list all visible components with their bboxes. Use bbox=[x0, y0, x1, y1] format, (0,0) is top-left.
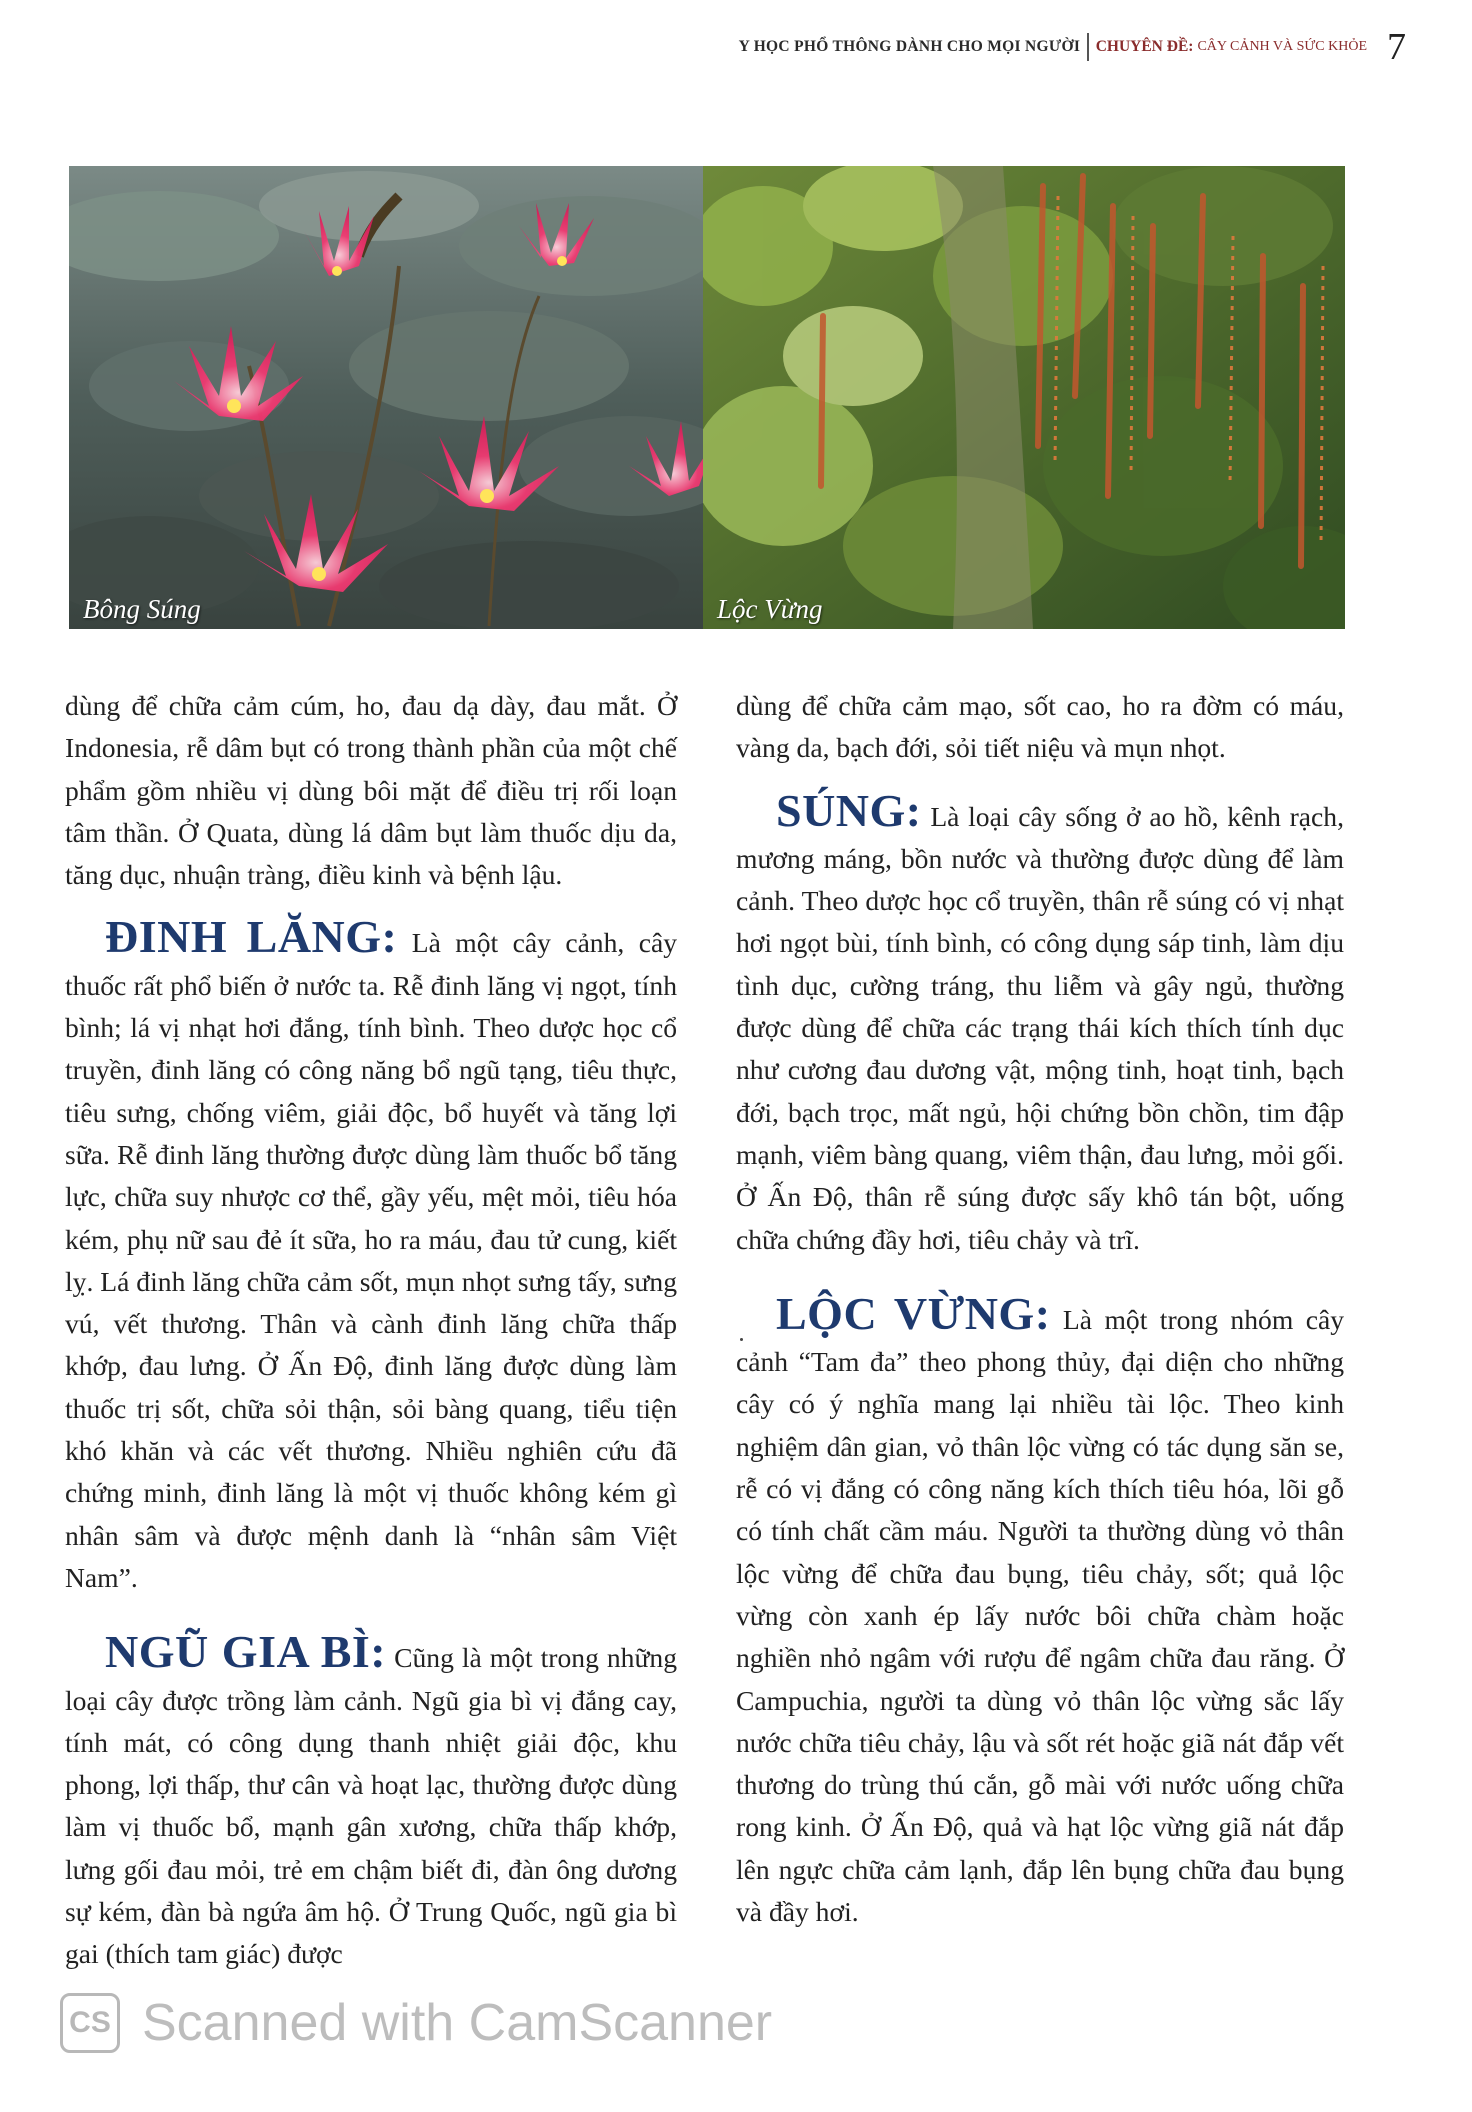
right-column bbox=[736, 685, 1344, 1933]
section-sung bbox=[736, 784, 1344, 1261]
paragraph-ngu-gia-bi-continued: dùng để chữa cảm mạo, sốt cao, ho ra đờm có máu, vàng da, bạch đới, sỏi tiết niệu và mụn nhọt. bbox=[736, 690, 1344, 764]
running-header bbox=[739, 28, 1406, 66]
photo-strip bbox=[69, 166, 1345, 629]
topic-label: CHUYÊN ĐỀ: bbox=[1095, 38, 1194, 55]
caption-water-lily: Bông Súng bbox=[83, 594, 201, 624]
paragraph-ngu-gia-bi: Cũng là một trong những loại cây được trồng làm cảnh. Ngũ gia bì vị đắng cay, tính mát, có công dụng thanh nhiệt giải độc, khu phong, lợi thấp, thư cân và hoạt lạc, thường được dùng làm vị thuốc bổ, mạnh gân xương, chữa thấp khớp, lưng gối đau mỏi, trẻ em chậm biết đi, đàn ông dương sự kém, đàn bà ngứa âm hộ. Ở Trung Quốc, ngũ gia bì gai (thích tam giác) được bbox=[65, 1642, 677, 1970]
paragraph-dinh-lang: Là một cây cảnh, cây thuốc rất phổ biến ở nước ta. Rễ đinh lăng vị ngọt, tính bình; lá vị nhạt hơi đắng, tính bình. Theo dược học cổ truyền, đinh lăng có công năng bổ ngũ tạng, tiêu thực, tiêu sưng, chống viêm, giải độc, bổ huyết và tăng lợi sữa. Rễ đinh lăng thường được dùng làm thuốc bổ tăng lực, chữa suy nhược cơ thể, gầy yếu, mệt mỏi, tiêu hóa kém, phụ nữ sau đẻ ít sữa, ho ra máu, đau tử cung, kiết lỵ. Lá đinh lăng chữa cảm sốt, mụn nhọt sưng tấy, sưng vú, vết thương. Thân và cành đinh lăng chữa thấp khớp, đau lưng. Ở Ấn Độ, đinh lăng được dùng làm thuốc trị sốt, chữa sỏi thận, sỏi bàng quang, tiểu tiện khó khăn và các vết thương. Nhiều nghiên cứu đã chứng minh, đinh lăng là một vị thuốc không kém gì nhân sâm và được mệnh danh là “nhân sâm Việt Nam”. bbox=[65, 927, 678, 1593]
section-ngu-gia-bi bbox=[65, 1626, 677, 1975]
header-divider bbox=[1087, 33, 1089, 61]
caption-loc-vung: Lộc Vừng bbox=[717, 594, 823, 624]
page-number: 7 bbox=[1387, 26, 1406, 68]
heading-ngu-gia-bi: NGŨ GIA BÌ: bbox=[105, 1626, 387, 1678]
paragraph-sung: Là loại cây sống ở ao hồ, kênh rạch, mương máng, bồn nước và thường được dùng để làm cảnh. Theo dược học cổ truyền, thân rễ súng có vị nhạt hơi ngọt bùi, tính bình, có công dụng sáp tinh, làm dịu tình dục, cường tráng, thu liễm và gây ngủ, thường được dùng để chữa các trạng thái kích thích tính dục như cương đau dương vật, mộng tinh, hoạt tinh, bạch đới, bạch trọc, mất ngủ, hội chứng bồn chồn, tim đập mạnh, viêm bàng quang, viêm thận, đau lưng, mỏi gối. Ở Ấn Độ, thân rễ súng được sấy khô tán bột, uống chữa chứng đầy hơi, tiêu chảy và trĩ. bbox=[736, 800, 1344, 1255]
photo-loc-vung bbox=[703, 166, 1345, 629]
scanner-watermark bbox=[60, 1993, 772, 2053]
left-column bbox=[65, 685, 677, 1976]
loc-vung-illustration bbox=[703, 166, 1345, 629]
topic-title: CÂY CẢNH VÀ SỨC KHỎE bbox=[1197, 39, 1367, 54]
section-loc-vung bbox=[736, 1287, 1344, 1933]
photo-water-lily bbox=[69, 166, 703, 629]
heading-dinh-lang: ĐINH LĂNG: bbox=[105, 911, 398, 963]
watermark-text: Scanned with CamScanner bbox=[142, 1994, 773, 2052]
section-dinh-lang bbox=[65, 911, 678, 1599]
stray-mark bbox=[740, 1338, 743, 1341]
water-lily-illustration bbox=[69, 166, 703, 629]
heading-loc-vung: LỘC VỪNG: bbox=[776, 1287, 1051, 1339]
paragraph-loc-vung: Là một trong nhóm cây cảnh “Tam đa” theo phong thủy, đại diện cho những cây có ý nghĩa mang lại nhiều tài lộc. Theo kinh nghiệm dân gian, vỏ thân lộc vừng có tác dụng săn se, rễ có vị đắng có công năng kích thích tiêu hóa, lõi gỗ có tính chất cầm máu. Người ta thường dùng vỏ thân lộc vừng để chữa đau bụng, tiêu chảy, sốt; quả lộc vừng còn xanh ép lấy nước bôi chữa chàm hoặc nghiền nhỏ ngâm với rượu để ngâm chữa đau răng. Ở Campuchia, người ta dùng vỏ thân lộc vừng sắc lấy nước chữa tiêu chảy, lậu và sốt rét hoặc giã nát đắp vết thương do trùng thú cắn, gỗ mài với nước uống chữa rong kinh. Ở Ấn Độ, quả và hạt lộc vừng giã nát đắp lên ngực chữa cảm lạnh, đắp lên bụng chữa đau bụng và đầy hơi. bbox=[736, 1303, 1344, 1928]
paragraph-dam-but-continued: dùng để chữa cảm cúm, ho, đau dạ dày, đau mắt. Ở Indonesia, rễ dâm bụt có trong thành phần của một chế phẩm gồm nhiều vị dùng bôi mặt để điều trị rối loạn tâm thần. Ở Quata, dùng lá dâm bụt làm thuốc dịu da, tăng dục, nhuận tràng, điều kinh và bệnh lậu. bbox=[65, 690, 677, 891]
publication-title: Y HỌC PHỔ THÔNG DÀNH CHO MỌI NGƯỜI bbox=[738, 38, 1081, 55]
heading-sung: SÚNG: bbox=[776, 784, 922, 836]
camscanner-logo-icon: CS bbox=[60, 1993, 120, 2053]
